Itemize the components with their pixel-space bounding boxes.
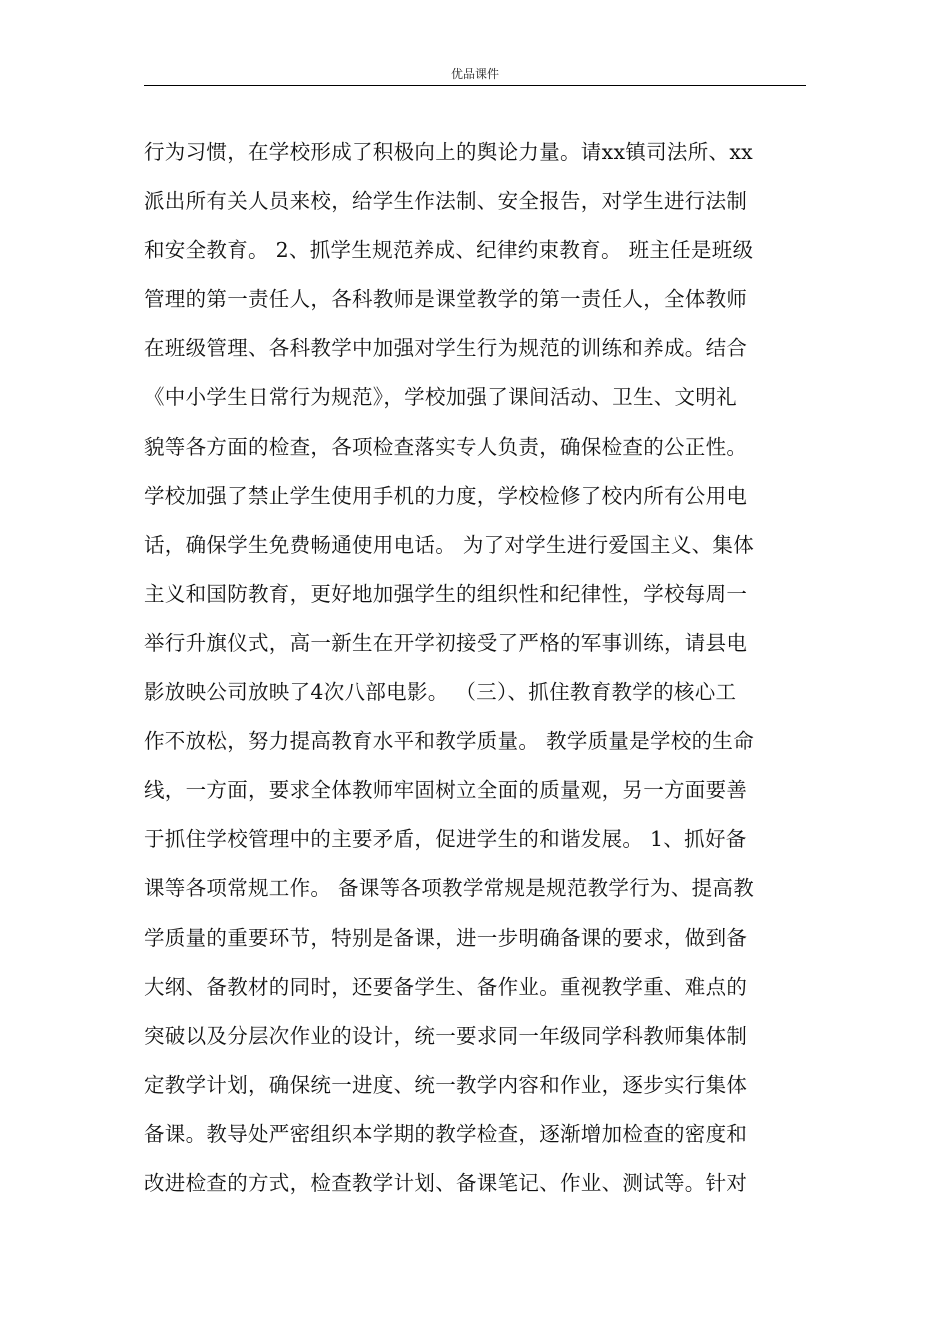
text-line: 线，一方面，要求全体教师牢固树立全面的质量观，另一方面要善 — [144, 778, 748, 803]
text-line: 课等各项常规工作。 备课等各项教学常规是规范教学行为、提高教 — [144, 876, 755, 901]
page-header — [144, 66, 806, 88]
text-line: 派出所有关人员来校，给学生作法制、安全报告，对学生进行法制 — [144, 189, 748, 214]
document-body — [144, 132, 806, 1212]
header-divider — [144, 85, 806, 86]
text-line: 影放映公司放映了4次八部电影。 （三）、抓住教育教学的核心工 — [144, 680, 737, 705]
text-line: 和安全教育。 2、抓学生规范养成、纪律约束教育。 班主任是班级 — [144, 238, 754, 263]
text-line: 定教学计划，确保统一进度、统一教学内容和作业，逐步实行集体 — [144, 1072, 748, 1097]
text-line: 举行升旗仪式，高一新生在开学初接受了严格的军事训练，请县电 — [144, 630, 748, 655]
text-line: 主义和国防教育，更好地加强学生的组织性和纪律性，学校每周一 — [144, 581, 748, 606]
text-line: 于抓住学校管理中的主要矛盾，促进学生的和谐发展。 1、抓好备 — [144, 827, 747, 852]
text-line: 备课。教导处严密组织本学期的教学检查，逐渐增加检查的密度和 — [144, 1121, 748, 1146]
text-line: 貌等各方面的检查，各项检查落实专人负责，确保检查的公正性。 — [144, 434, 748, 459]
text-line: 学质量的重要环节，特别是备课，进一步明确备课的要求，做到备 — [144, 925, 748, 950]
text-line: 改进检查的方式，检查教学计划、备课笔记、作业、测试等。针对 — [144, 1170, 748, 1195]
text-line: 管理的第一责任人，各科教师是课堂教学的第一责任人，全体教师 — [144, 287, 748, 312]
text-line: 《中小学生日常行为规范》，学校加强了课间活动、卫生、文明礼 — [144, 385, 737, 410]
header-title: 优品课件 — [450, 67, 499, 81]
text-line: 作不放松，努力提高教育水平和教学质量。 教学质量是学校的生命 — [144, 729, 755, 754]
text-line: 学校加强了禁止学生使用手机的力度，学校检修了校内所有公用电 — [144, 483, 748, 508]
text-line: 大纲、备教材的同时，还要备学生、备作业。重视教学重、难点的 — [144, 974, 748, 999]
text-line: 话，确保学生免费畅通使用电话。 为了对学生进行爱国主义、集体 — [144, 532, 755, 557]
text-line: 在班级管理、各科教学中加强对学生行为规范的训练和养成。结合 — [144, 336, 748, 361]
text-line: 行为习惯，在学校形成了积极向上的舆论力量。请xx镇司法所、xx — [144, 140, 754, 164]
text-line: 突破以及分层次作业的设计，统一要求同一年级同学科教师集体制 — [144, 1023, 748, 1048]
